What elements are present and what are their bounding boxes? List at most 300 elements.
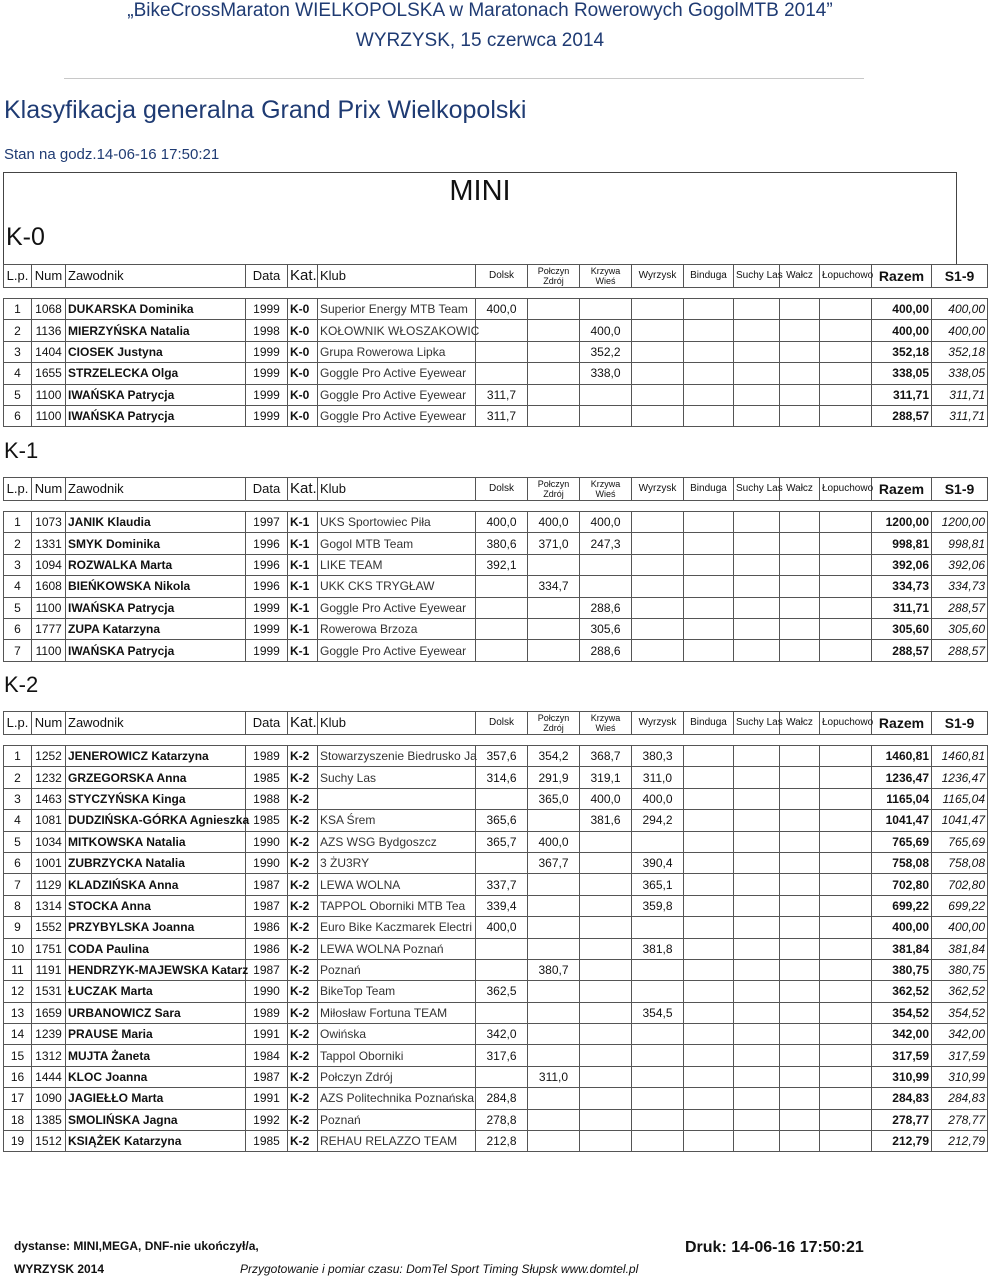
cell-polczyn: 371,0 [528,533,580,554]
results-table-k0 [3,264,988,427]
column-header-num: Num [32,478,66,501]
cell-binduga [684,533,734,554]
cell-num: 1444 [32,1066,66,1087]
cell-razem: 1236,47 [872,767,932,788]
cell-wyrzysk [632,1045,684,1066]
table-row [4,938,988,959]
cell-num: 1034 [32,831,66,852]
cell-razem: 702,80 [872,874,932,895]
column-header-kat: Kat. [288,712,318,735]
cell-kat: K-1 [288,597,318,618]
cell-polczyn: 311,0 [528,1066,580,1087]
cell-year: 1986 [246,917,288,938]
table-header-row [4,712,988,735]
cell-wyrzysk: 381,8 [632,938,684,959]
cell-krzywa: 400,0 [580,320,632,341]
cell-year: 1991 [246,1024,288,1045]
column-header-razem: Razem [872,478,932,501]
cell-year: 1988 [246,788,288,809]
cell-binduga [684,767,734,788]
cell-club: Grupa Rowerowa Lipka [318,341,476,362]
cell-num: 1312 [32,1045,66,1066]
cell-razem: 998,81 [872,533,932,554]
cell-binduga [684,363,734,384]
cell-club: Goggle Pro Active Eyewear [318,640,476,661]
cell-wyrzysk [632,640,684,661]
cell-suchy [734,852,780,873]
cell-wyrzysk [632,533,684,554]
cell-club: Goggle Pro Active Eyewear [318,405,476,426]
cell-club: Rowerowa Brzoza [318,618,476,639]
cell-walcz [780,597,820,618]
cell-name: PRAUSE Maria [66,1024,246,1045]
cell-s19: 338,05 [932,363,988,384]
cell-wyrzysk [632,1088,684,1109]
cell-polczyn: 291,9 [528,767,580,788]
cell-name: MIERZYŃSKA Natalia [66,320,246,341]
cell-polczyn: 400,0 [528,831,580,852]
table-row [4,512,988,533]
cell-krzywa [580,576,632,597]
cell-name: KSIĄŻEK Katarzyna [66,1131,246,1152]
cell-num: 1129 [32,874,66,895]
table-row [4,981,988,1002]
cell-lopuchowo [820,341,872,362]
cell-year: 1999 [246,618,288,639]
cell-walcz [780,1131,820,1152]
cell-dolsk: 365,6 [476,810,528,831]
cell-kat: K-2 [288,788,318,809]
cell-walcz [780,874,820,895]
cell-club: Poznań [318,959,476,980]
cell-wyrzysk [632,405,684,426]
cell-walcz [780,512,820,533]
cell-razem: 400,00 [872,917,932,938]
cell-num: 1073 [32,512,66,533]
cell-walcz [780,981,820,1002]
table-header-row [4,265,988,288]
cell-suchy [734,554,780,575]
column-header-wyrzysk: Wyrzysk [632,478,684,501]
cell-wyrzysk [632,341,684,362]
cell-polczyn: 380,7 [528,959,580,980]
column-header-s19: S1-9 [932,265,988,288]
cell-lp: 3 [4,341,32,362]
cell-suchy [734,1002,780,1023]
table-row [4,533,988,554]
cell-name: KLOC Joanna [66,1066,246,1087]
cell-polczyn [528,1002,580,1023]
cell-s19: 362,52 [932,981,988,1002]
cell-dolsk: 400,0 [476,299,528,320]
cell-club: TAPPOL Oborniki MTB Tea [318,895,476,916]
cell-lp: 1 [4,512,32,533]
cell-lopuchowo [820,512,872,533]
cell-name: PRZYBYLSKA Joanna [66,917,246,938]
cell-polczyn [528,405,580,426]
cell-year: 1999 [246,363,288,384]
cell-year: 1987 [246,895,288,916]
cell-dolsk [476,341,528,362]
cell-polczyn [528,363,580,384]
cell-suchy [734,938,780,959]
table-spacer-row [4,288,988,299]
cell-club: LIKE TEAM [318,554,476,575]
cell-club: Goggle Pro Active Eyewear [318,363,476,384]
cell-krzywa: 288,6 [580,640,632,661]
column-header-dolsk: Dolsk [476,478,528,501]
cell-wyrzysk [632,576,684,597]
table-row [4,831,988,852]
cell-lp: 5 [4,831,32,852]
column-header-lp: L.p. [4,478,32,501]
cell-walcz [780,746,820,767]
cell-club: UKS Sportowiec Piła [318,512,476,533]
cell-polczyn [528,1024,580,1045]
cell-dolsk [476,852,528,873]
cell-walcz [780,810,820,831]
cell-dolsk: 311,7 [476,384,528,405]
cell-num: 1100 [32,640,66,661]
table-spacer-row [4,501,988,512]
cell-s19: 1200,00 [932,512,988,533]
column-header-walcz: Wałcz [780,478,820,501]
cell-wyrzysk [632,554,684,575]
cell-wyrzysk [632,831,684,852]
cell-lp: 2 [4,320,32,341]
cell-walcz [780,1109,820,1130]
cell-razem: 338,05 [872,363,932,384]
cell-polczyn [528,938,580,959]
cell-lopuchowo [820,810,872,831]
cell-walcz [780,341,820,362]
cell-dolsk [476,938,528,959]
cell-razem: 311,71 [872,597,932,618]
cell-s19: 334,73 [932,576,988,597]
cell-binduga [684,746,734,767]
cell-name: BIEŃKOWSKA Nikola [66,576,246,597]
cell-suchy [734,1131,780,1152]
table-row [4,917,988,938]
cell-lopuchowo [820,554,872,575]
cell-walcz [780,1066,820,1087]
column-header-wyrzysk: Wyrzysk [632,712,684,735]
cell-wyrzysk: 311,0 [632,767,684,788]
cell-name: URBANOWICZ Sara [66,1002,246,1023]
cell-kat: K-0 [288,384,318,405]
table-row [4,576,988,597]
cell-year: 1992 [246,1109,288,1130]
cell-polczyn [528,640,580,661]
cell-wyrzysk [632,320,684,341]
cell-walcz [780,1024,820,1045]
cell-club: Euro Bike Kaczmarek Electri [318,917,476,938]
cell-dolsk: 278,8 [476,1109,528,1130]
cell-kat: K-2 [288,852,318,873]
cell-lopuchowo [820,767,872,788]
cell-wyrzysk: 400,0 [632,788,684,809]
category-box [3,172,957,264]
cell-dolsk: 400,0 [476,512,528,533]
cell-club: BikeTop Team [318,981,476,1002]
cell-polczyn [528,554,580,575]
cell-krzywa [580,852,632,873]
cell-binduga [684,1002,734,1023]
cell-binduga [684,1024,734,1045]
cell-binduga [684,981,734,1002]
event-title: „BikeCrossMaraton WIELKOPOLSKA w Maratonach Rowerowych GogolMTB 2014” [127,0,833,21]
cell-name: CIOSEK Justyna [66,341,246,362]
cell-polczyn [528,1131,580,1152]
cell-lopuchowo [820,938,872,959]
cell-lopuchowo [820,1088,872,1109]
cell-name: ZUBRZYCKA Natalia [66,852,246,873]
cell-year: 1999 [246,640,288,661]
cell-year: 1996 [246,554,288,575]
cell-polczyn: 367,7 [528,852,580,873]
cell-binduga [684,788,734,809]
cell-krzywa [580,959,632,980]
cell-polczyn [528,384,580,405]
cell-s19: 305,60 [932,618,988,639]
column-header-num: Num [32,265,66,288]
column-header-krzywa: Krzywa Wieś [580,265,632,288]
cell-s19: 1460,81 [932,746,988,767]
cell-suchy [734,788,780,809]
cell-kat: K-1 [288,576,318,597]
cell-razem: 278,77 [872,1109,932,1130]
cell-walcz [780,576,820,597]
cell-kat: K-2 [288,1024,318,1045]
cell-wyrzysk [632,1024,684,1045]
cell-polczyn [528,1088,580,1109]
cell-dolsk: 357,6 [476,746,528,767]
cell-lp: 3 [4,554,32,575]
table-row [4,299,988,320]
cell-wyrzysk [632,959,684,980]
cell-s19: 400,00 [932,320,988,341]
cell-dolsk [476,363,528,384]
cell-lp: 11 [4,959,32,980]
cell-num: 1090 [32,1088,66,1109]
cell-polczyn [528,320,580,341]
cell-kat: K-1 [288,554,318,575]
cell-s19: 702,80 [932,874,988,895]
cell-num: 1068 [32,299,66,320]
cell-wyrzysk [632,1109,684,1130]
cell-suchy [734,405,780,426]
cell-suchy [734,618,780,639]
cell-kat: K-0 [288,320,318,341]
cell-lp: 4 [4,576,32,597]
footer-place: WYRZYSK 2014 [14,1262,105,1276]
cell-year: 1985 [246,810,288,831]
column-header-name: Zawodnik [66,478,246,501]
cell-name: STOCKA Anna [66,895,246,916]
cell-name: ZUPA Katarzyna [66,618,246,639]
cell-krzywa [580,1131,632,1152]
table-row [4,767,988,788]
cell-razem: 699,22 [872,895,932,916]
cell-razem: 1460,81 [872,746,932,767]
cell-binduga [684,576,734,597]
cell-num: 1001 [32,852,66,873]
cell-year: 1987 [246,959,288,980]
cell-club: Miłosław Fortuna TEAM [318,1002,476,1023]
table-row [4,788,988,809]
cell-lp: 6 [4,852,32,873]
cell-dolsk: 342,0 [476,1024,528,1045]
cell-lp: 9 [4,917,32,938]
cell-s19: 400,00 [932,299,988,320]
cell-dolsk [476,1002,528,1023]
cell-krzywa: 305,6 [580,618,632,639]
cell-s19: 998,81 [932,533,988,554]
cell-num: 1463 [32,788,66,809]
cell-razem: 288,57 [872,640,932,661]
column-header-binduga: Binduga [684,712,734,735]
cell-binduga [684,341,734,362]
cell-walcz [780,1002,820,1023]
table-row [4,384,988,405]
cell-suchy [734,1109,780,1130]
cell-club: REHAU RELAZZO TEAM [318,1131,476,1152]
cell-krzywa: 352,2 [580,341,632,362]
status-timestamp: Stan na godz.14-06-16 17:50:21 [4,146,220,163]
cell-razem: 354,52 [872,1002,932,1023]
cell-walcz [780,299,820,320]
cell-num: 1136 [32,320,66,341]
cell-wyrzysk [632,512,684,533]
cell-year: 1989 [246,1002,288,1023]
cell-dolsk [476,959,528,980]
cell-walcz [780,938,820,959]
cell-club: KOŁOWNIK WŁOSZAKOWIC [318,320,476,341]
cell-walcz [780,533,820,554]
table-row [4,1109,988,1130]
column-header-razem: Razem [872,712,932,735]
cell-lp: 6 [4,618,32,639]
cell-num: 1100 [32,384,66,405]
column-header-year: Data [246,265,288,288]
cell-name: SMYK Dominika [66,533,246,554]
cell-name: DUDZIŃSKA-GÓRKA Agnieszka [66,810,246,831]
cell-suchy [734,917,780,938]
cell-krzywa: 400,0 [580,788,632,809]
cell-suchy [734,1088,780,1109]
cell-polczyn [528,341,580,362]
table-row [4,746,988,767]
cell-kat: K-0 [288,363,318,384]
cell-razem: 284,83 [872,1088,932,1109]
cell-year: 1999 [246,299,288,320]
cell-binduga [684,512,734,533]
cell-s19: 400,00 [932,917,988,938]
cell-s19: 392,06 [932,554,988,575]
group-title-k0: K-0 [6,223,45,251]
cell-suchy [734,767,780,788]
cell-name: GRZEGORSKA Anna [66,767,246,788]
cell-lp: 4 [4,810,32,831]
cell-name: ROZWALKA Marta [66,554,246,575]
cell-num: 1777 [32,618,66,639]
cell-kat: K-0 [288,299,318,320]
table-row [4,1088,988,1109]
cell-lp: 18 [4,1109,32,1130]
cell-name: STYCZYŃSKA Kinga [66,788,246,809]
cell-kat: K-1 [288,512,318,533]
cell-binduga [684,959,734,980]
cell-suchy [734,746,780,767]
cell-lp: 17 [4,1088,32,1109]
cell-krzywa [580,1109,632,1130]
cell-dolsk [476,597,528,618]
cell-club: LEWA WOLNA Poznań [318,938,476,959]
cell-name: ŁUCZAK Marta [66,981,246,1002]
cell-lopuchowo [820,320,872,341]
cell-razem: 352,18 [872,341,932,362]
cell-walcz [780,852,820,873]
cell-binduga [684,1045,734,1066]
cell-lopuchowo [820,299,872,320]
cell-num: 1751 [32,938,66,959]
cell-lp: 5 [4,597,32,618]
cell-krzywa: 368,7 [580,746,632,767]
print-timestamp: Druk: 14-06-16 17:50:21 [685,1239,864,1256]
cell-krzywa: 319,1 [580,767,632,788]
cell-kat: K-2 [288,874,318,895]
cell-s19: 352,18 [932,341,988,362]
cell-polczyn [528,810,580,831]
column-header-club: Klub [318,265,476,288]
table-spacer-row [4,735,988,746]
cell-name: JAGIEŁŁO Marta [66,1088,246,1109]
cell-dolsk [476,1066,528,1087]
cell-razem: 212,79 [872,1131,932,1152]
cell-club: Tappol Oborniki [318,1045,476,1066]
cell-lp: 12 [4,981,32,1002]
cell-lp: 1 [4,746,32,767]
table-row [4,1002,988,1023]
cell-name: IWAŃSKA Patrycja [66,405,246,426]
cell-suchy [734,341,780,362]
cell-club: LEWA WOLNA [318,874,476,895]
cell-binduga [684,917,734,938]
cell-lopuchowo [820,1109,872,1130]
cell-walcz [780,917,820,938]
cell-kat: K-2 [288,1066,318,1087]
cell-razem: 334,73 [872,576,932,597]
cell-razem: 765,69 [872,831,932,852]
cell-walcz [780,363,820,384]
cell-walcz [780,640,820,661]
column-header-dolsk: Dolsk [476,265,528,288]
cell-dolsk: 317,6 [476,1045,528,1066]
cell-num: 1191 [32,959,66,980]
column-header-year: Data [246,478,288,501]
cell-club: AZS WSG Bydgoszcz [318,831,476,852]
cell-wyrzysk: 380,3 [632,746,684,767]
table-row [4,1066,988,1087]
cell-year: 1997 [246,512,288,533]
cell-wyrzysk [632,299,684,320]
column-header-walcz: Wałcz [780,712,820,735]
cell-kat: K-2 [288,831,318,852]
cell-wyrzysk: 359,8 [632,895,684,916]
cell-kat: K-0 [288,405,318,426]
table-row [4,874,988,895]
cell-wyrzysk [632,597,684,618]
